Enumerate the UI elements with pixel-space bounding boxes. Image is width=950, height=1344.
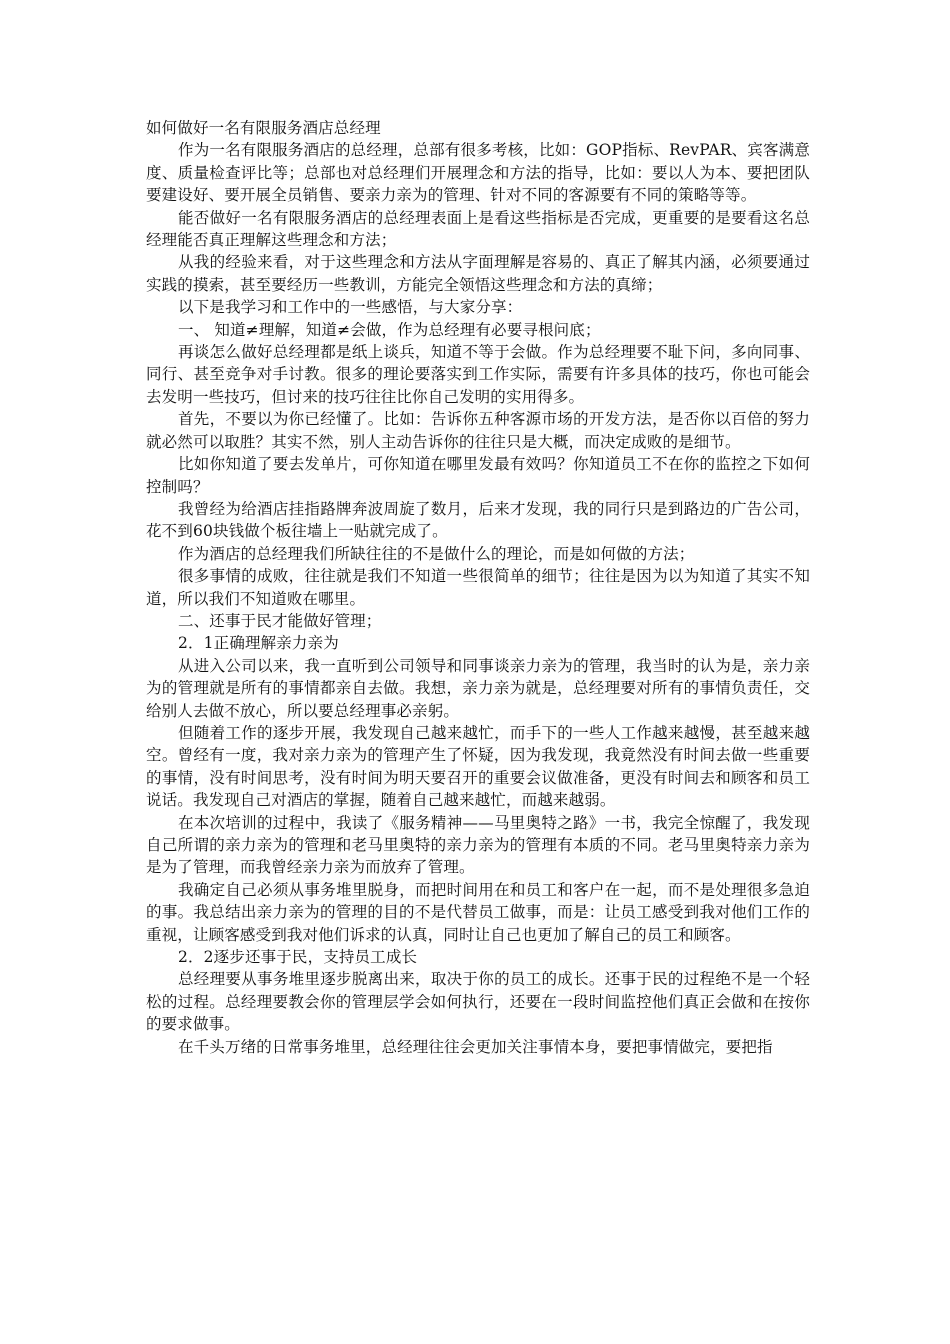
- paragraph: 作为一名有限服务酒店的总经理，总部有很多考核，比如：GOP指标、RevPAR、宾客满意度、质量检查评比等；总部也对总经理们开展理念和方法的指导，比如：要以人为本、要把团队要建设好、要开展全员销售、要亲力亲为的管理、针对不同的客源要有不同的策略等等。: [146, 141, 810, 205]
- paragraph: 在本次培训的过程中，我读了《服务精神——马里奥特之路》一书，我完全惊醒了，我发现自己所谓的亲力亲为的管理和老马里奥特的亲力亲为的管理有本质的不同。老马里奥特亲力亲为是为了管理，而我曾经亲力亲为而放弃了管理。: [146, 813, 810, 877]
- paragraph: 再谈怎么做好总经理都是纸上谈兵，知道不等于会做。作为总经理要不耻下问，多向同事、同行、甚至竞争对手讨教。很多的理论要落实到工作实际，需要有许多具体的技巧，你也可能会去发明一些技巧，但讨来的技巧往往比你自己发明的实用得多。: [146, 343, 810, 406]
- subsection-heading: 2．2逐步还事于民，支持员工成长: [178, 948, 418, 967]
- paragraph: 总经理要从事务堆里逐步脱离出来，取决于你的员工的成长。还事于民的过程绝不是一个轻松的过程。总经理要教会你的管理层学会如何执行，还要在一段时间监控他们真正会做和在按你的要求做事。: [146, 970, 810, 1034]
- paragraph: 比如你知道了要去发单片，可你知道在哪里发最有效吗？你知道员工不在你的监控之下如何控制吗？: [146, 455, 810, 496]
- document-title: 如何做好一名有限服务酒店总经理: [146, 119, 381, 137]
- section-heading: 二、还事于民才能做好管理；: [178, 611, 382, 630]
- paragraph: 能否做好一名有限服务酒店的总经理表面上是看这些指标是否完成，更重要的是要看这名总经理能否真正理解这些理念和方法；: [146, 208, 810, 250]
- document-body: [146, 117, 810, 1058]
- paragraph: 从进入公司以来，我一直听到公司领导和同事谈亲力亲为的管理，我当时的认为是，亲力亲为的管理就是所有的事情都亲自去做。我想，亲力亲为就是，总经理要对所有的事情负责任，交给别人去做不放心，所以要总经理事必亲躬。: [146, 656, 810, 720]
- section-heading: 一、 知道≠理解，知道≠会做，作为总经理有必要寻根问底；: [178, 320, 601, 339]
- paragraph: 以下是我学习和工作中的一些感悟，与大家分享：: [178, 298, 523, 317]
- paragraph: 在千头万绪的日常事务堆里，总经理往往会更加关注事情本身，要把事情做完，要把指: [178, 1037, 773, 1056]
- paragraph: 从我的经验来看，对于这些理念和方法从字面理解是容易的、真正了解其内涵，必须要通过实践的摸索，甚至要经历一些教训，方能完全领悟这些理念和方法的真缔；: [146, 253, 810, 294]
- paragraph: 首先，不要以为你已经懂了。比如：告诉你五种客源市场的开发方法，是否你以百倍的努力就必然可以取胜？其实不然，别人主动告诉你的往往只是大概，而决定成败的是细节。: [146, 410, 810, 451]
- paragraph: 但随着工作的逐步开展，我发现自己越来越忙，而手下的一些人工作越来越慢，甚至越来越空。曾经有一度，我对亲力亲为的管理产生了怀疑，因为我发现，我竟然没有时间去做一些重要的事情，没有时间思考，没有时间为明天要召开的重要会议做准备，更没有时间去和顾客和员工说话。我发现自己对酒店的掌握，随着自己越来越忙，而越来越弱。: [146, 723, 810, 810]
- paragraph: 作为酒店的总经理我们所缺往往的不是做什么的理论，而是如何做的方法；: [178, 544, 695, 563]
- paragraph: 我曾经为给酒店挂指路牌奔波周旋了数月，后来才发现，我的同行只是到路边的广告公司，花不到60块钱做个板往墙上一贴就完成了。: [146, 499, 810, 541]
- paragraph: 我确定自己必须从事务堆里脱身，而把时间用在和员工和客户在一起，而不是处理很多急迫的事。我总结出亲力亲为的管理的目的不是代替员工做事，而是：让员工感受到我对他们工作的重视，让顾客感受到我对他们诉求的认真，同时让自己也更加了解自己的员工和顾客。: [146, 880, 810, 944]
- subsection-heading: 2．1正确理解亲力亲为: [178, 634, 339, 653]
- paragraph: 很多事情的成败，往往就是我们不知道一些很简单的细节；往往是因为以为知道了其实不知道，所以我们不知道败在哪里。: [146, 567, 810, 608]
